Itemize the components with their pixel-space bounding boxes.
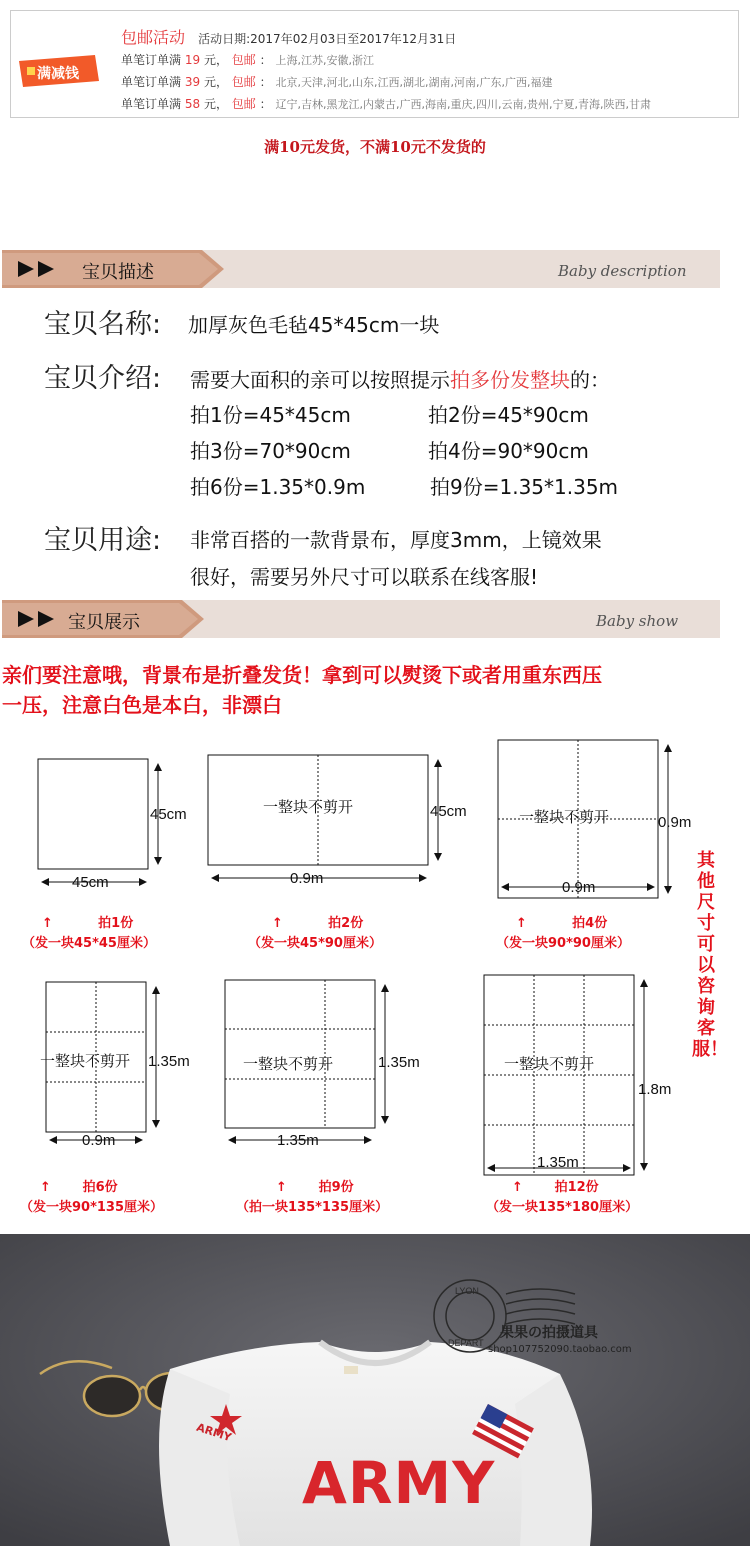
stamp-top-text: LYON	[455, 1286, 479, 1296]
size-diagram-canvas	[0, 730, 750, 1230]
desc-use-label: 宝贝用途:	[44, 525, 162, 556]
no-cut-label: 一整块不剪开	[504, 1056, 595, 1073]
promo-row-amount: 58	[184, 97, 201, 111]
width-label: 0.9m	[290, 870, 324, 887]
diagram-caption-desc: （发一块135*180厘米）	[486, 1200, 639, 1215]
shirt-print-text: ARMY	[302, 1449, 496, 1517]
promo-row	[121, 95, 651, 112]
promo-row-prefix: 单笔订单满	[121, 53, 182, 67]
discount-logo-icon	[19, 55, 99, 87]
size-diagram-3	[498, 740, 691, 898]
qty-label: 拍9份	[318, 1180, 354, 1195]
size-diagram-6	[484, 975, 671, 1175]
product-photo	[0, 1234, 750, 1546]
banner-title: 宝贝展示	[68, 612, 140, 633]
desc-name-label: 宝贝名称:	[44, 309, 162, 340]
other-sizes-note: 其他尺寸可以咨询客服！	[692, 850, 728, 1060]
height-label: 1.35m	[378, 1054, 420, 1071]
promo-row-prefix: 单笔订单满	[121, 75, 182, 89]
desc-option: 拍4份=90*90cm	[428, 439, 589, 463]
diagram-caption-desc: （发一块45*90厘米）	[248, 936, 382, 951]
section-banner-show	[2, 600, 720, 638]
banner-subtitle: Baby description	[558, 262, 687, 280]
no-cut-label: 一整块不剪开	[519, 809, 610, 826]
promo-box	[10, 10, 739, 118]
sleeve-print-text: ARMY	[194, 1420, 234, 1445]
desc-name-value: 加厚灰色毛毡45*45cm一块	[188, 313, 440, 337]
desc-intro-text	[190, 364, 610, 393]
promo-row-unit: 元，	[203, 75, 228, 89]
shop-watermark-url: shop107752090.taobao.com	[488, 1344, 632, 1355]
promo-row-regions: 上海,江苏,安徽,浙江	[275, 54, 374, 67]
promo-title: 包邮活动	[121, 28, 186, 47]
diagram-caption-qty: ↑ 拍12份	[512, 1180, 599, 1195]
diagram-caption-qty: ↑ 拍1份	[42, 916, 134, 931]
width-label: 0.9m	[82, 1132, 116, 1149]
height-label: 45cm	[430, 803, 467, 820]
fold-notice-line1: 亲们要注意哦，背景布是折叠发货！拿到可以熨烫下或者用重东西压	[2, 663, 602, 687]
size-diagrams	[0, 730, 750, 1230]
double-arrow-icon	[18, 259, 58, 279]
promo-row-amount: 19	[184, 53, 201, 67]
promo-row-amount: 39	[184, 75, 201, 89]
promo-row-sep: ：	[259, 97, 272, 111]
desc-option: 拍6份=1.35*0.9m	[190, 475, 366, 499]
promo-row	[121, 51, 374, 68]
promo-row-sep: ：	[259, 75, 272, 89]
promo-row	[121, 73, 552, 90]
width-label: 0.9m	[562, 879, 596, 896]
promo-row-regions: 辽宁,吉林,黑龙江,内蒙古,广西,海南,重庆,四川,云南,贵州,宁夏,青海,陕西,甘肃	[275, 98, 651, 111]
size-diagram-5	[225, 980, 420, 1149]
width-label: 1.35m	[537, 1154, 579, 1171]
fold-notice-line2: 一压，注意白色是本白，非漂白	[2, 693, 282, 717]
height-label: 1.35m	[148, 1053, 190, 1070]
stamp-bottom-text: DEPART	[448, 1338, 484, 1348]
no-cut-label: 一整块不剪开	[40, 1053, 131, 1070]
desc-use-line1: 非常百搭的一款背景布，厚度3mm，上镜效果	[190, 528, 602, 552]
height-label: 1.8m	[638, 1081, 672, 1098]
desc-option: 拍3份=70*90cm	[190, 439, 351, 463]
promo-row-label: 包邮	[231, 53, 256, 67]
promo-row-label: 包邮	[231, 97, 256, 111]
diagram-caption-desc: （拍一块135*135厘米）	[236, 1200, 389, 1215]
desc-intro-highlight: 拍多份发整块	[450, 368, 570, 392]
desc-option: 拍9份=1.35*1.35m	[430, 475, 619, 499]
width-label: 1.35m	[277, 1132, 319, 1149]
promo-header	[121, 25, 456, 48]
qty-label: 拍2份	[328, 916, 364, 931]
diagram-caption-qty: ↑ 拍6份	[40, 1180, 118, 1195]
desc-option: 拍2份=45*90cm	[428, 403, 589, 427]
height-label: 45cm	[150, 806, 187, 823]
diagram-caption-qty: ↑ 拍9份	[276, 1180, 354, 1195]
qty-label: 拍6份	[82, 1180, 118, 1195]
promo-date: 活动日期:2017年02月03日至2017年12月31日	[198, 32, 457, 46]
diagram-caption-desc: （发一块45*45厘米）	[22, 936, 156, 951]
desc-intro-label: 宝贝介绍:	[44, 363, 162, 394]
size-diagram-4	[40, 982, 190, 1149]
width-label: 45cm	[72, 874, 109, 891]
desc-option: 拍1份=45*45cm	[190, 403, 351, 427]
desc-intro-pre: 需要大面积的亲可以按照提示	[190, 368, 450, 392]
promo-row-unit: 元，	[203, 97, 228, 111]
qty-label: 拍12份	[554, 1180, 599, 1195]
promo-row-prefix: 单笔订单满	[121, 97, 182, 111]
qty-label: 拍4份	[572, 916, 608, 931]
desc-use-line2: 很好，需要另外尺寸可以联系在线客服!	[190, 565, 539, 589]
shop-watermark-name: 果果の拍摄道具	[500, 1325, 598, 1341]
banner-title: 宝贝描述	[82, 262, 154, 283]
size-diagram-1	[38, 759, 187, 891]
section-banner-description	[2, 250, 720, 288]
size-diagram-2	[208, 755, 467, 887]
height-label: 0.9m	[658, 814, 692, 831]
banner-subtitle: Baby show	[596, 612, 679, 630]
promo-row-sep: ：	[259, 53, 272, 67]
desc-intro-post: 的：	[570, 368, 610, 392]
diagram-caption-desc: （发一块90*135厘米）	[20, 1200, 164, 1215]
promo-row-label: 包邮	[231, 75, 256, 89]
min-order-notice: 满10元发货，不满10元不发货的	[264, 138, 486, 156]
fold-notice	[2, 660, 750, 720]
logo-text: 满减钱	[37, 66, 79, 82]
no-cut-label: 一整块不剪开	[263, 799, 354, 816]
diagram-caption-desc: （发一块90*90厘米）	[496, 936, 630, 951]
diagram-caption-qty: ↑ 拍2份	[272, 916, 364, 931]
double-arrow-icon	[18, 609, 58, 629]
no-cut-label: 一整块不剪开	[243, 1056, 334, 1073]
promo-row-regions: 北京,天津,河北,山东,江西,湖北,湖南,河南,广东,广西,福建	[275, 76, 553, 89]
diagram-caption-qty: ↑ 拍4份	[516, 916, 608, 931]
promo-row-unit: 元，	[203, 53, 228, 67]
qty-label: 拍1份	[98, 916, 134, 931]
